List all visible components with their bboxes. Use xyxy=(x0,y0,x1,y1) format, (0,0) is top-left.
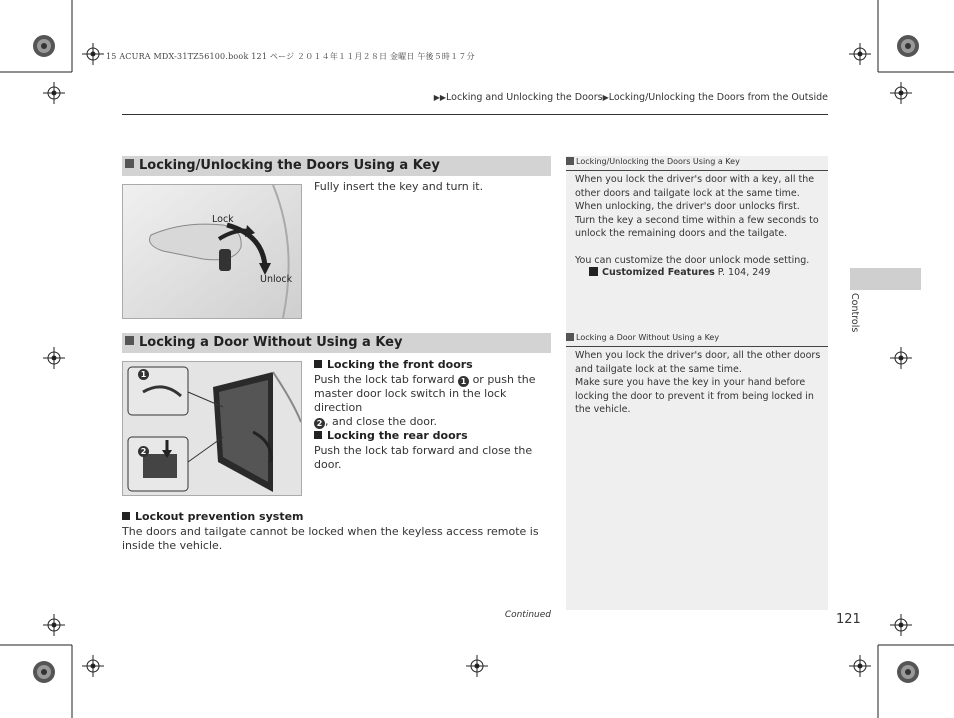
crosshair-target-icon xyxy=(466,655,488,677)
crosshair-target-icon xyxy=(849,655,871,677)
sidebar-no-key-note: When you lock the driver's door, all the other doors and tailgate lock at the same time. xyxy=(575,350,821,375)
callout-2-inline: 2 xyxy=(314,418,325,429)
locking-front-doors xyxy=(314,358,554,429)
breadcrumb-part-2: Locking/Unlocking the Doors from the Outside xyxy=(608,92,828,103)
registration-rosette-icon xyxy=(896,34,920,58)
lockout-prevention xyxy=(122,510,552,553)
header-rule xyxy=(122,114,828,115)
rear-doors-title: Locking the rear doors xyxy=(314,429,554,442)
breadcrumb-part-1: Locking and Unlocking the Doors xyxy=(446,92,603,103)
breadcrumb xyxy=(420,92,828,103)
lock-label: Lock xyxy=(212,214,234,225)
key-intro-text: Fully insert the key and turn it. xyxy=(314,180,484,193)
breadcrumb-arrows: ▶▶ xyxy=(433,93,447,102)
callout-1-inline: 1 xyxy=(458,376,469,387)
heading-marker-icon xyxy=(125,336,134,345)
crosshair-target-icon xyxy=(890,347,912,369)
crosshair-target-icon xyxy=(890,614,912,636)
reference-marker-icon xyxy=(566,157,574,165)
crosshair-target-icon xyxy=(890,82,912,104)
crosshair-target-icon xyxy=(849,43,871,65)
door-lock-tab-illustration xyxy=(122,361,302,496)
breadcrumb-separator: ▶ xyxy=(602,93,609,102)
print-header: 15 ACURA MDX-31TZ56100.book 121 ページ ２０１４年１１月２８日 金曜日 午後５時１７分 xyxy=(106,52,475,61)
customized-features-link[interactable]: Customized Features P. 104, 249 xyxy=(589,267,770,278)
open-door-drawing xyxy=(123,362,301,495)
bullet-square-icon xyxy=(314,360,322,368)
front-doors-text: Push the lock tab forward 1 or push the master door lock switch in the lock direction 2 , and close the door. xyxy=(314,373,536,428)
callout-2: 2 xyxy=(138,446,149,457)
sidebar-key-note: When you lock the driver's door with a key, all the other doors and tailgate lock at the same time. When unlocking, the driver's door unlocks first. Turn the key a second time within a few seconds to unlock the remaining doors and the tailgate. xyxy=(575,174,819,239)
reference-marker-icon xyxy=(566,333,574,341)
crosshair-target-icon xyxy=(82,43,104,65)
lockout-text: The doors and tailgate cannot be locked when the keyless access remote is inside the vehicle. xyxy=(122,525,539,552)
registration-rosette-icon xyxy=(32,34,56,58)
front-doors-title: Locking the front doors xyxy=(314,358,554,371)
bullet-square-icon xyxy=(122,512,130,520)
locking-rear-doors xyxy=(314,429,554,472)
unlock-label: Unlock xyxy=(260,274,293,285)
crosshair-target-icon xyxy=(43,347,65,369)
rear-doors-text: Push the lock tab forward and close the door. xyxy=(314,444,533,471)
section-heading-key: Locking/Unlocking the Doors Using a Key xyxy=(122,156,551,176)
chapter-tab[interactable] xyxy=(850,268,921,290)
sidebar-ref-no-key: Locking a Door Without Using a Key xyxy=(566,333,719,342)
page-number: 121 xyxy=(836,612,861,627)
lockout-title: Lockout prevention system xyxy=(122,510,552,523)
registration-rosette-icon xyxy=(32,660,56,684)
sidebar-key-in-hand-note: Make sure you have the key in your hand before locking the door to prevent it from being locked in the vehicle. xyxy=(575,377,814,415)
sidebar-rule xyxy=(566,170,828,171)
section-heading-no-key: Locking a Door Without Using a Key xyxy=(122,333,551,353)
crosshair-target-icon xyxy=(82,655,104,677)
chapter-tab-label: Controls xyxy=(849,293,860,333)
crosshair-target-icon xyxy=(43,82,65,104)
cross-reference-icon xyxy=(589,267,598,276)
sidebar-ref-key: Locking/Unlocking the Doors Using a Key xyxy=(566,157,740,166)
door-handle-key-drawing xyxy=(123,185,301,318)
crosshair-target-icon xyxy=(43,614,65,636)
sidebar-rule xyxy=(566,346,828,347)
continued-label: Continued xyxy=(504,610,551,620)
heading-marker-icon xyxy=(125,159,134,168)
key-lock-illustration xyxy=(122,184,302,319)
callout-1: 1 xyxy=(138,369,149,380)
registration-rosette-icon xyxy=(896,660,920,684)
sidebar-customize-note: You can customize the door unlock mode setting. xyxy=(575,255,810,266)
bullet-square-icon xyxy=(314,431,322,439)
